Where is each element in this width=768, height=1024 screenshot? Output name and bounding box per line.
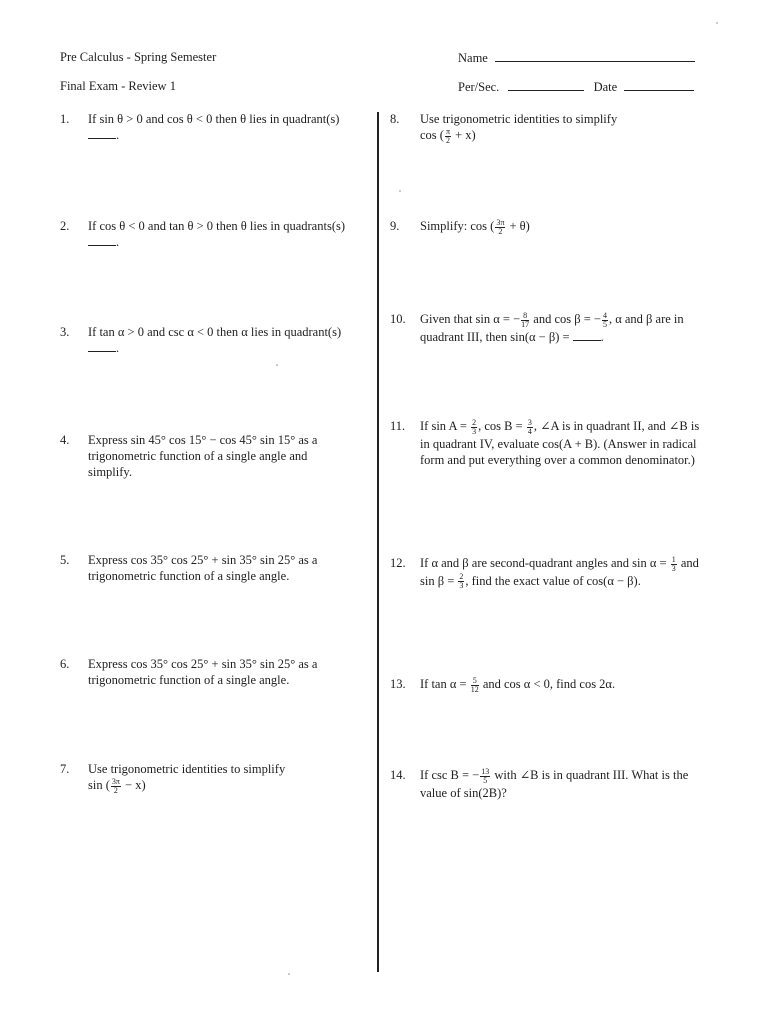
per-label: Per/Sec.: [458, 80, 500, 94]
scan-speck: [399, 190, 401, 192]
question-text: Use trigonometric identities to simplify sin ( $\frac{3\pi}{2}$ − x): [88, 761, 350, 795]
fraction: $\frac{13}{5}$: [481, 766, 490, 785]
scan-speck: [716, 22, 718, 24]
answer-blank[interactable]: [88, 127, 116, 139]
fraction: $\frac{8}{17}$: [521, 310, 530, 329]
per-blank[interactable]: [508, 78, 584, 91]
question-number: 12.: [390, 556, 406, 570]
question-number: 5.: [60, 553, 70, 567]
question-number: 6.: [60, 657, 70, 671]
answer-blank[interactable]: [88, 234, 116, 246]
question-text: If cos θ < 0 and tan θ > 0 then θ lies in quadrants(s) .: [88, 219, 346, 249]
per-date-field[interactable]: [458, 78, 694, 95]
name-blank[interactable]: [495, 49, 695, 62]
question-text: If sin A = $\frac{2}{3}$ , cos B = $\frac{3}{4}$ , ∠A is in quadrant II, and ∠B is in quadrant IV, evaluate cos(A + B). (Answer in radical form and put everything over a common denominator.): [420, 417, 700, 467]
fraction: $\frac{\pi}{2}$: [445, 126, 450, 145]
question-text: If csc B = − $\frac{13}{5}$ with ∠B is in quadrant III. What is the value of sin(2B)?: [420, 766, 689, 800]
question-text: Express cos 35° cos 25° + sin 35° sin 25° as a trigonometric function of a single angle.: [88, 553, 318, 583]
answer-blank[interactable]: [88, 340, 116, 352]
fraction: $\frac{2}{3}$: [459, 572, 464, 591]
question-text: Express sin 45° cos 15° − cos 45° sin 15° as a trigonometric function of a single angle and simplify.: [88, 433, 318, 479]
scan-speck: [276, 364, 278, 366]
date-blank[interactable]: [624, 78, 694, 91]
fraction: $\frac{4}{5}$: [602, 310, 607, 329]
fraction: $\frac{5}{12}$: [470, 675, 479, 694]
question-text: If tan α > 0 and csc α < 0 then α lies in quadrant(s) .: [88, 325, 342, 355]
expression: cos ( $\frac{\pi}{2}$ + x): [420, 126, 476, 145]
question-text: If sin θ > 0 and cos θ < 0 then θ lies in quadrant(s) .: [88, 112, 340, 142]
question-number: 9.: [390, 219, 400, 233]
question-number: 4.: [60, 433, 70, 447]
question-number: 11.: [390, 419, 406, 433]
fraction: $\frac{3}{4}$: [527, 417, 532, 436]
question-text: If α and β are second-quadrant angles and sin α = $\frac{1}{3}$ and sin β = $\frac{2}{3}$ , find the exact value of cos(α − β).: [420, 554, 699, 591]
scan-speck: [288, 973, 290, 975]
question-text: Express cos 35° cos 25° + sin 35° sin 25° as a trigonometric function of a single angle.: [88, 657, 318, 687]
fraction: $\frac{2}{3}$: [472, 417, 477, 436]
fraction: $\frac{3\pi}{2}$: [496, 217, 505, 236]
question-number: 10.: [390, 312, 406, 326]
date-label: Date: [593, 80, 618, 94]
question-number: 8.: [390, 112, 400, 126]
question-number: 7.: [60, 762, 70, 776]
question-number: 14.: [390, 768, 406, 782]
column-divider: [377, 112, 379, 972]
question-text: Given that sin α = − $\frac{8}{17}$ and cos β = − $\frac{4}{5}$ , α and β are in quadrant III, then sin(α − β) = .: [420, 310, 684, 344]
question-number: 1.: [60, 112, 70, 126]
expression: sin ( $\frac{3\pi}{2}$ − x): [88, 776, 146, 795]
question-text: If tan α = $\frac{5}{12}$ and cos α < 0, find cos 2α.: [420, 675, 616, 694]
answer-blank[interactable]: [573, 329, 601, 341]
question-text: Use trigonometric identities to simplify cos ( $\frac{\pi}{2}$ + x): [420, 111, 700, 145]
exam-title: Final Exam - Review 1: [60, 79, 176, 93]
name-field[interactable]: [458, 49, 695, 66]
fraction: $\frac{3\pi}{2}$: [111, 776, 120, 795]
question-number: 2.: [60, 219, 70, 233]
course-title: Pre Calculus - Spring Semester: [60, 50, 217, 64]
question-number: 3.: [60, 325, 70, 339]
name-label: Name: [458, 51, 488, 65]
fraction: $\frac{1}{3}$: [671, 554, 676, 573]
question-text: Simplify: cos ( $\frac{3\pi}{2}$ + θ): [420, 217, 530, 236]
question-number: 13.: [390, 677, 406, 691]
